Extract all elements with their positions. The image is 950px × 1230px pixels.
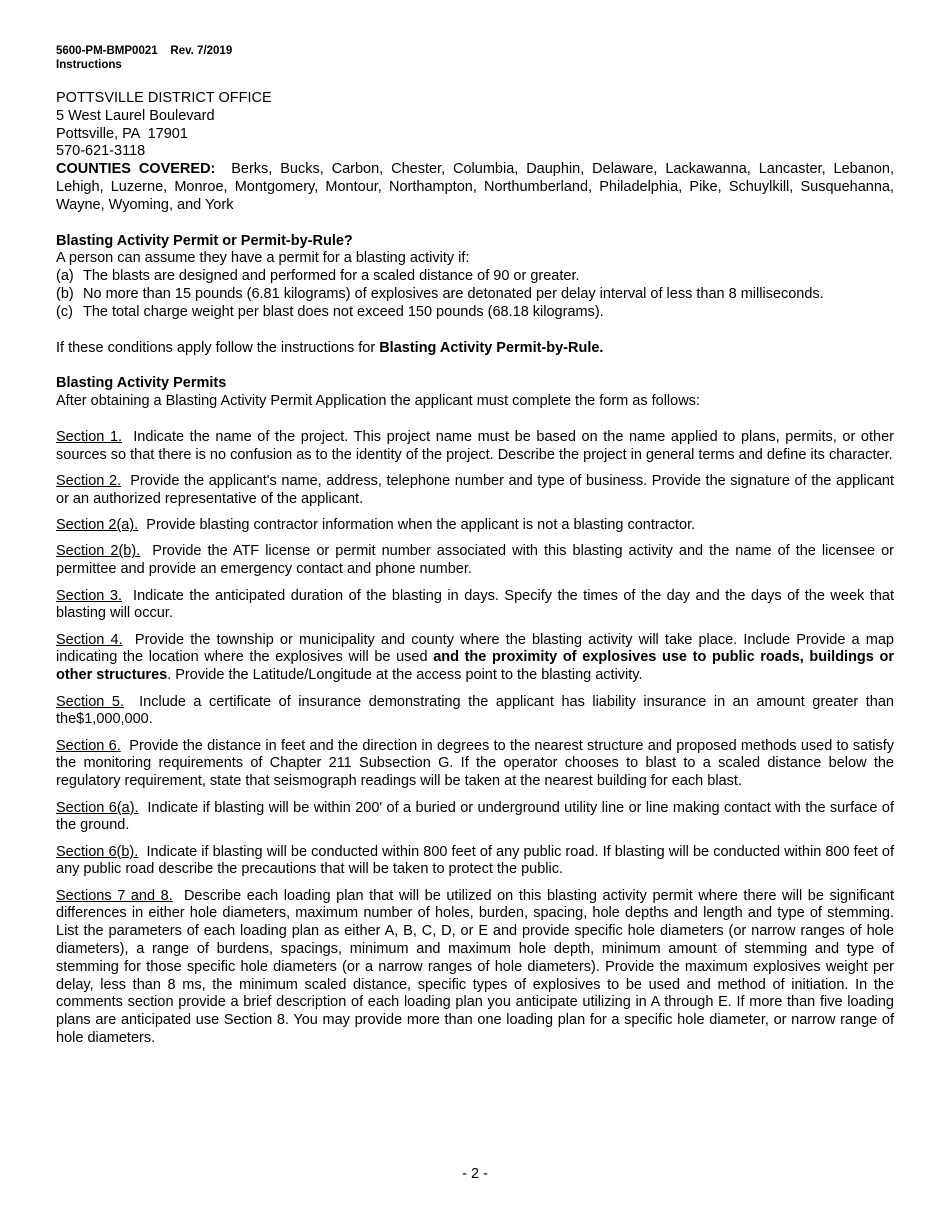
section-5-text: Include a certificate of insurance demonstrating the applicant has liability insurance in an amount greater than the$1,000,000.: [56, 693, 894, 728]
form-id-line: [56, 44, 894, 58]
sections-7-8-paragraph: [56, 888, 894, 1048]
form-header: [56, 44, 894, 72]
section-2a-text: Provide blasting contractor information when the applicant is not a blasting contractor.: [146, 517, 696, 534]
follow-prefix: If these conditions apply follow the instructions for: [56, 339, 380, 356]
condition-item: [56, 268, 894, 286]
form-number: 5600-PM-BMP0021: [56, 45, 158, 57]
counties-covered: [56, 161, 894, 214]
condition-label: (b): [56, 285, 74, 302]
section-2b-label: Section 2(b).: [56, 543, 141, 560]
section-6a-label: Section 6(a).: [56, 799, 139, 816]
counties-list: Berks, Bucks, Carbon, Chester, Columbia, Dauphin, Delaware, Lackawanna, Lancaster, Lebanon, Lehigh, Luzerne, Monroe, Montgomery, Montour, Northampton, Northumberland, Philadelphia, Pike, Schuylkill, Susquehanna, Wayne, Wyoming, and York: [56, 161, 894, 213]
form-revision: Rev. 7/2019: [170, 45, 233, 57]
permit-by-rule-heading: Blasting Activity Permit or Permit-by-Rule?: [56, 232, 353, 249]
section-2-paragraph: [56, 473, 894, 509]
section-6b-paragraph: [56, 844, 894, 880]
follow-bold: Blasting Activity Permit-by-Rule.: [379, 339, 604, 356]
sections-7-8-label: Sections 7 and 8.: [56, 887, 173, 904]
conditions-list: [56, 268, 894, 321]
section-3-label: Section 3.: [56, 587, 122, 604]
condition-item: [56, 286, 894, 304]
condition-item: [56, 304, 894, 322]
section-3-paragraph: [56, 588, 894, 624]
section-6a-paragraph: [56, 800, 894, 836]
section-6b-text: Indicate if blasting will be conducted within 800 feet of any public road. If blasting will be conducted within 800 feet of any public road describe the precautions that will be taken to protect the public.: [56, 843, 894, 878]
counties-label: COUNTIES COVERED:: [56, 161, 216, 178]
section-2b-text: Provide the ATF license or permit number associated with this blasting activity and the name of the licensee or permittee and provide an emergency contact and phone number.: [56, 543, 895, 578]
permit-by-rule-section: [56, 233, 894, 358]
section-3-text: Indicate the anticipated duration of the blasting in days. Specify the times of the day and the days of the week that blasting will occur.: [56, 587, 894, 622]
section-4-label: Section 4.: [56, 631, 123, 648]
permits-heading: Blasting Activity Permits: [56, 375, 227, 392]
section-4-text-a: Provide the township or municipality and county where the blasting activity will take place. Include Provide a map indicating the location where the explosives will be used: [56, 631, 894, 666]
section-6a-text: Indicate if blasting will be within 200' of a buried or underground utility line or line making contact with the surface of the ground.: [56, 799, 894, 834]
section-6b-label: Section 6(b).: [56, 843, 139, 860]
section-1-text: Indicate the name of the project. This project name must be based on the name applied to plans, permits, or other sources so that there is no confusion as to the identity of the project. Describe the project in general terms and define its character.: [56, 428, 894, 463]
section-2a-label: Section 2(a).: [56, 517, 139, 534]
section-6-label: Section 6.: [56, 737, 121, 754]
permits-section: [56, 375, 894, 1048]
condition-label: (a): [56, 268, 74, 285]
section-5-paragraph: [56, 694, 894, 730]
condition-text: No more than 15 pounds (6.81 kilograms) of explosives are detonated per delay interval of less than 8 milliseconds.: [83, 285, 824, 302]
office-name: POTTSVILLE DISTRICT OFFICE: [56, 90, 272, 106]
condition-text: The total charge weight per blast does not exceed 150 pounds (68.18 kilograms).: [83, 303, 604, 320]
form-subtitle: Instructions: [56, 59, 122, 71]
section-2a-paragraph: [56, 517, 894, 535]
section-1-label: Section 1.: [56, 428, 123, 445]
section-6-text: Provide the distance in feet and the direction in degrees to the nearest structure and proposed methods used to satisfy the monitoring requirements of Chapter 211 Subsection G. If the operator chooses to blast to a scaled distance below the regulatory requirement, state that seismograph readings will be taken at the nearest building for each blast.: [56, 737, 894, 790]
office-address-block: [56, 90, 894, 215]
permits-intro: After obtaining a Blasting Activity Permit Application the applicant must complete the form as follows:: [56, 393, 700, 410]
section-4-paragraph: [56, 632, 894, 685]
page-number: - 2 -: [462, 1166, 488, 1182]
section-2-label: Section 2.: [56, 473, 122, 490]
office-street: 5 West Laurel Boulevard: [56, 107, 215, 124]
section-4-bold: and the proximity of explosives use to public roads, buildings or other structures: [56, 649, 894, 684]
condition-text: The blasts are designed and performed for a scaled distance of 90 or greater.: [83, 268, 580, 285]
sections-7-8-text: Describe each loading plan that will be utilized on this blasting activity permit where there will be significant differences in either hole diameters, maximum number of holes, burden, spacing, hole depths and length and type of stemming. List the parameters of each loading plan as either A, B, C, D, or E and provide specific hole diameters (or narrow ranges of hole diameters), a range of burdens, spacings, minimum and maximum hole depth, minimum amount of stemming and type of stemming for those specific hole diameters (or a narrow ranges of hole diameters). Provide the maximum explosives weight per delay, less than 8 ms, the minimum scaled distance, specific types of explosives to be used and method of initiation. In the comments section provide a brief description of each loading plan you anticipate utilizing in A through E. If more than five loading plans are anticipated use Section 8. You may provide more than one loading plan for a specific hole diameter, or narrow range of hole diameters.: [56, 887, 894, 1047]
office-phone: 570-621-3118: [56, 143, 146, 160]
section-2b-paragraph: [56, 543, 894, 579]
section-4-text-b: . Provide the Latitude/Longitude at the access point to the blasting activity.: [167, 667, 643, 684]
office-city: Pottsville, PA 17901: [56, 125, 188, 142]
permit-by-rule-intro: A person can assume they have a permit for a blasting activity if:: [56, 250, 470, 267]
section-5-label: Section 5.: [56, 693, 125, 710]
condition-label: (c): [56, 303, 73, 320]
section-2-text: Provide the applicant's name, address, telephone number and type of business. Provide the signature of the applicant or an authorized representative of the applicant.: [56, 473, 894, 507]
section-6-paragraph: [56, 738, 894, 791]
follow-instructions: [56, 340, 894, 358]
section-1-paragraph: [56, 429, 894, 465]
